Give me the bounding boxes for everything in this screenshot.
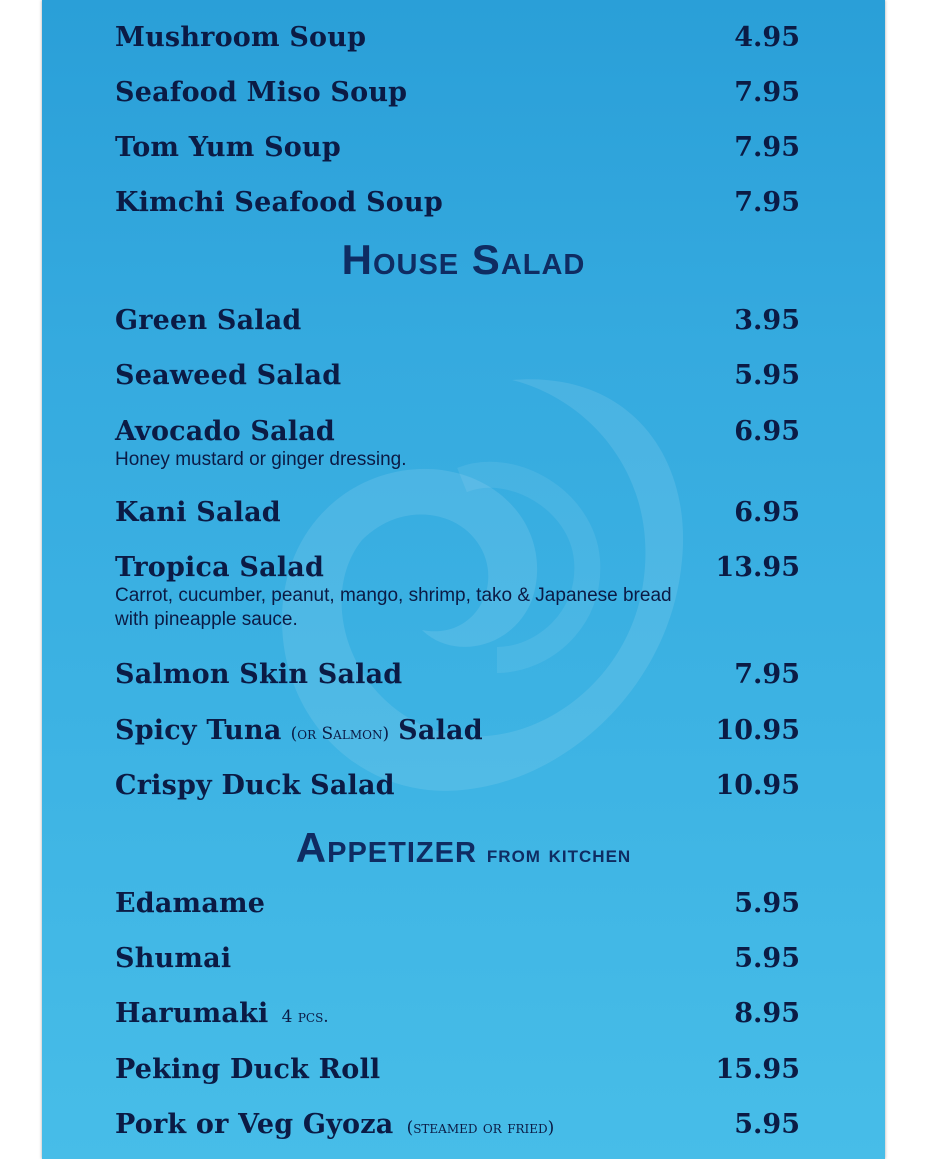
item-price: 5.95 (734, 360, 800, 391)
cut-off-heading-fragment (42, 0, 885, 21)
menu-item-gyoza (115, 1109, 800, 1140)
menu-page (42, 0, 885, 1159)
item-price: 6.95 (734, 497, 800, 528)
item-note: (or Salmon) (290, 724, 390, 744)
item-name-part-1: Spicy Tuna (115, 715, 282, 746)
item-name: Shumai (115, 943, 232, 974)
menu-item-peking-duck-roll (115, 1054, 800, 1085)
menu-item-shumai (115, 943, 800, 974)
item-name: Mushroom Soup (115, 22, 367, 53)
item-price: 15.95 (715, 1054, 800, 1085)
item-price: 7.95 (734, 132, 800, 163)
item-name: Seaweed Salad (115, 360, 342, 391)
item-price: 3.95 (734, 305, 800, 336)
item-name: Kani Salad (115, 497, 281, 528)
item-name: Edamame (115, 888, 266, 919)
menu-item-spicy-tuna-salad (115, 715, 800, 746)
item-name-part-2: Salad (398, 715, 483, 746)
item-price: 10.95 (715, 715, 800, 746)
item-price: 7.95 (734, 77, 800, 108)
item-name: Seafood Miso Soup (115, 77, 408, 108)
item-name: Tom Yum Soup (115, 132, 341, 163)
item-price: 5.95 (734, 943, 800, 974)
section-title: Appetizer (295, 824, 477, 871)
item-name: Peking Duck Roll (115, 1054, 381, 1085)
item-price: 5.95 (734, 888, 800, 919)
item-name: Salmon Skin Salad (115, 659, 403, 690)
menu-item-tom-yum-soup (115, 132, 800, 163)
item-price: 8.95 (734, 998, 800, 1029)
item-name: Tropica Salad (115, 552, 325, 583)
menu-item-seaweed-salad (115, 360, 800, 391)
menu-item-avocado-salad (115, 416, 800, 472)
item-note: 4 pcs. (281, 1007, 329, 1027)
item-price: 7.95 (734, 187, 800, 218)
menu-item-kimchi-seafood-soup (115, 187, 800, 218)
item-price: 6.95 (734, 416, 800, 447)
item-description-line-2: with pineapple sauce. (115, 609, 298, 630)
menu-item-mushroom-soup (115, 22, 800, 53)
menu-item-seafood-miso-soup (115, 77, 800, 108)
item-name: Crispy Duck Salad (115, 770, 395, 801)
section-heading-house-salad (42, 236, 885, 284)
item-name: Kimchi Seafood Soup (115, 187, 443, 218)
menu-item-green-salad (115, 305, 800, 336)
item-description: Honey mustard or ginger dressing. (115, 449, 407, 470)
menu-item-tropica-salad (115, 552, 800, 632)
section-title: House Salad (341, 236, 586, 283)
menu-item-edamame (115, 888, 800, 919)
menu-item-kani-salad (115, 497, 800, 528)
section-subtitle: from kitchen (486, 841, 632, 868)
section-heading-appetizer (42, 824, 885, 872)
menu-item-harumaki (115, 998, 800, 1029)
item-name: Avocado Salad (115, 416, 335, 447)
item-price: 5.95 (734, 1109, 800, 1140)
item-note: (steamed or fried) (406, 1118, 555, 1138)
item-name: Green Salad (115, 305, 302, 336)
menu-item-salmon-skin-salad (115, 659, 800, 690)
item-name: Harumaki (115, 998, 269, 1029)
menu-item-crispy-duck-salad (115, 770, 800, 801)
item-price: 13.95 (715, 552, 800, 583)
item-price: 7.95 (734, 659, 800, 690)
item-name: Pork or Veg Gyoza (115, 1109, 394, 1140)
item-price: 10.95 (715, 770, 800, 801)
item-price: 4.95 (734, 22, 800, 53)
item-description-line-1: Carrot, cucumber, peanut, mango, shrimp, tako & Japanese bread (115, 585, 672, 606)
